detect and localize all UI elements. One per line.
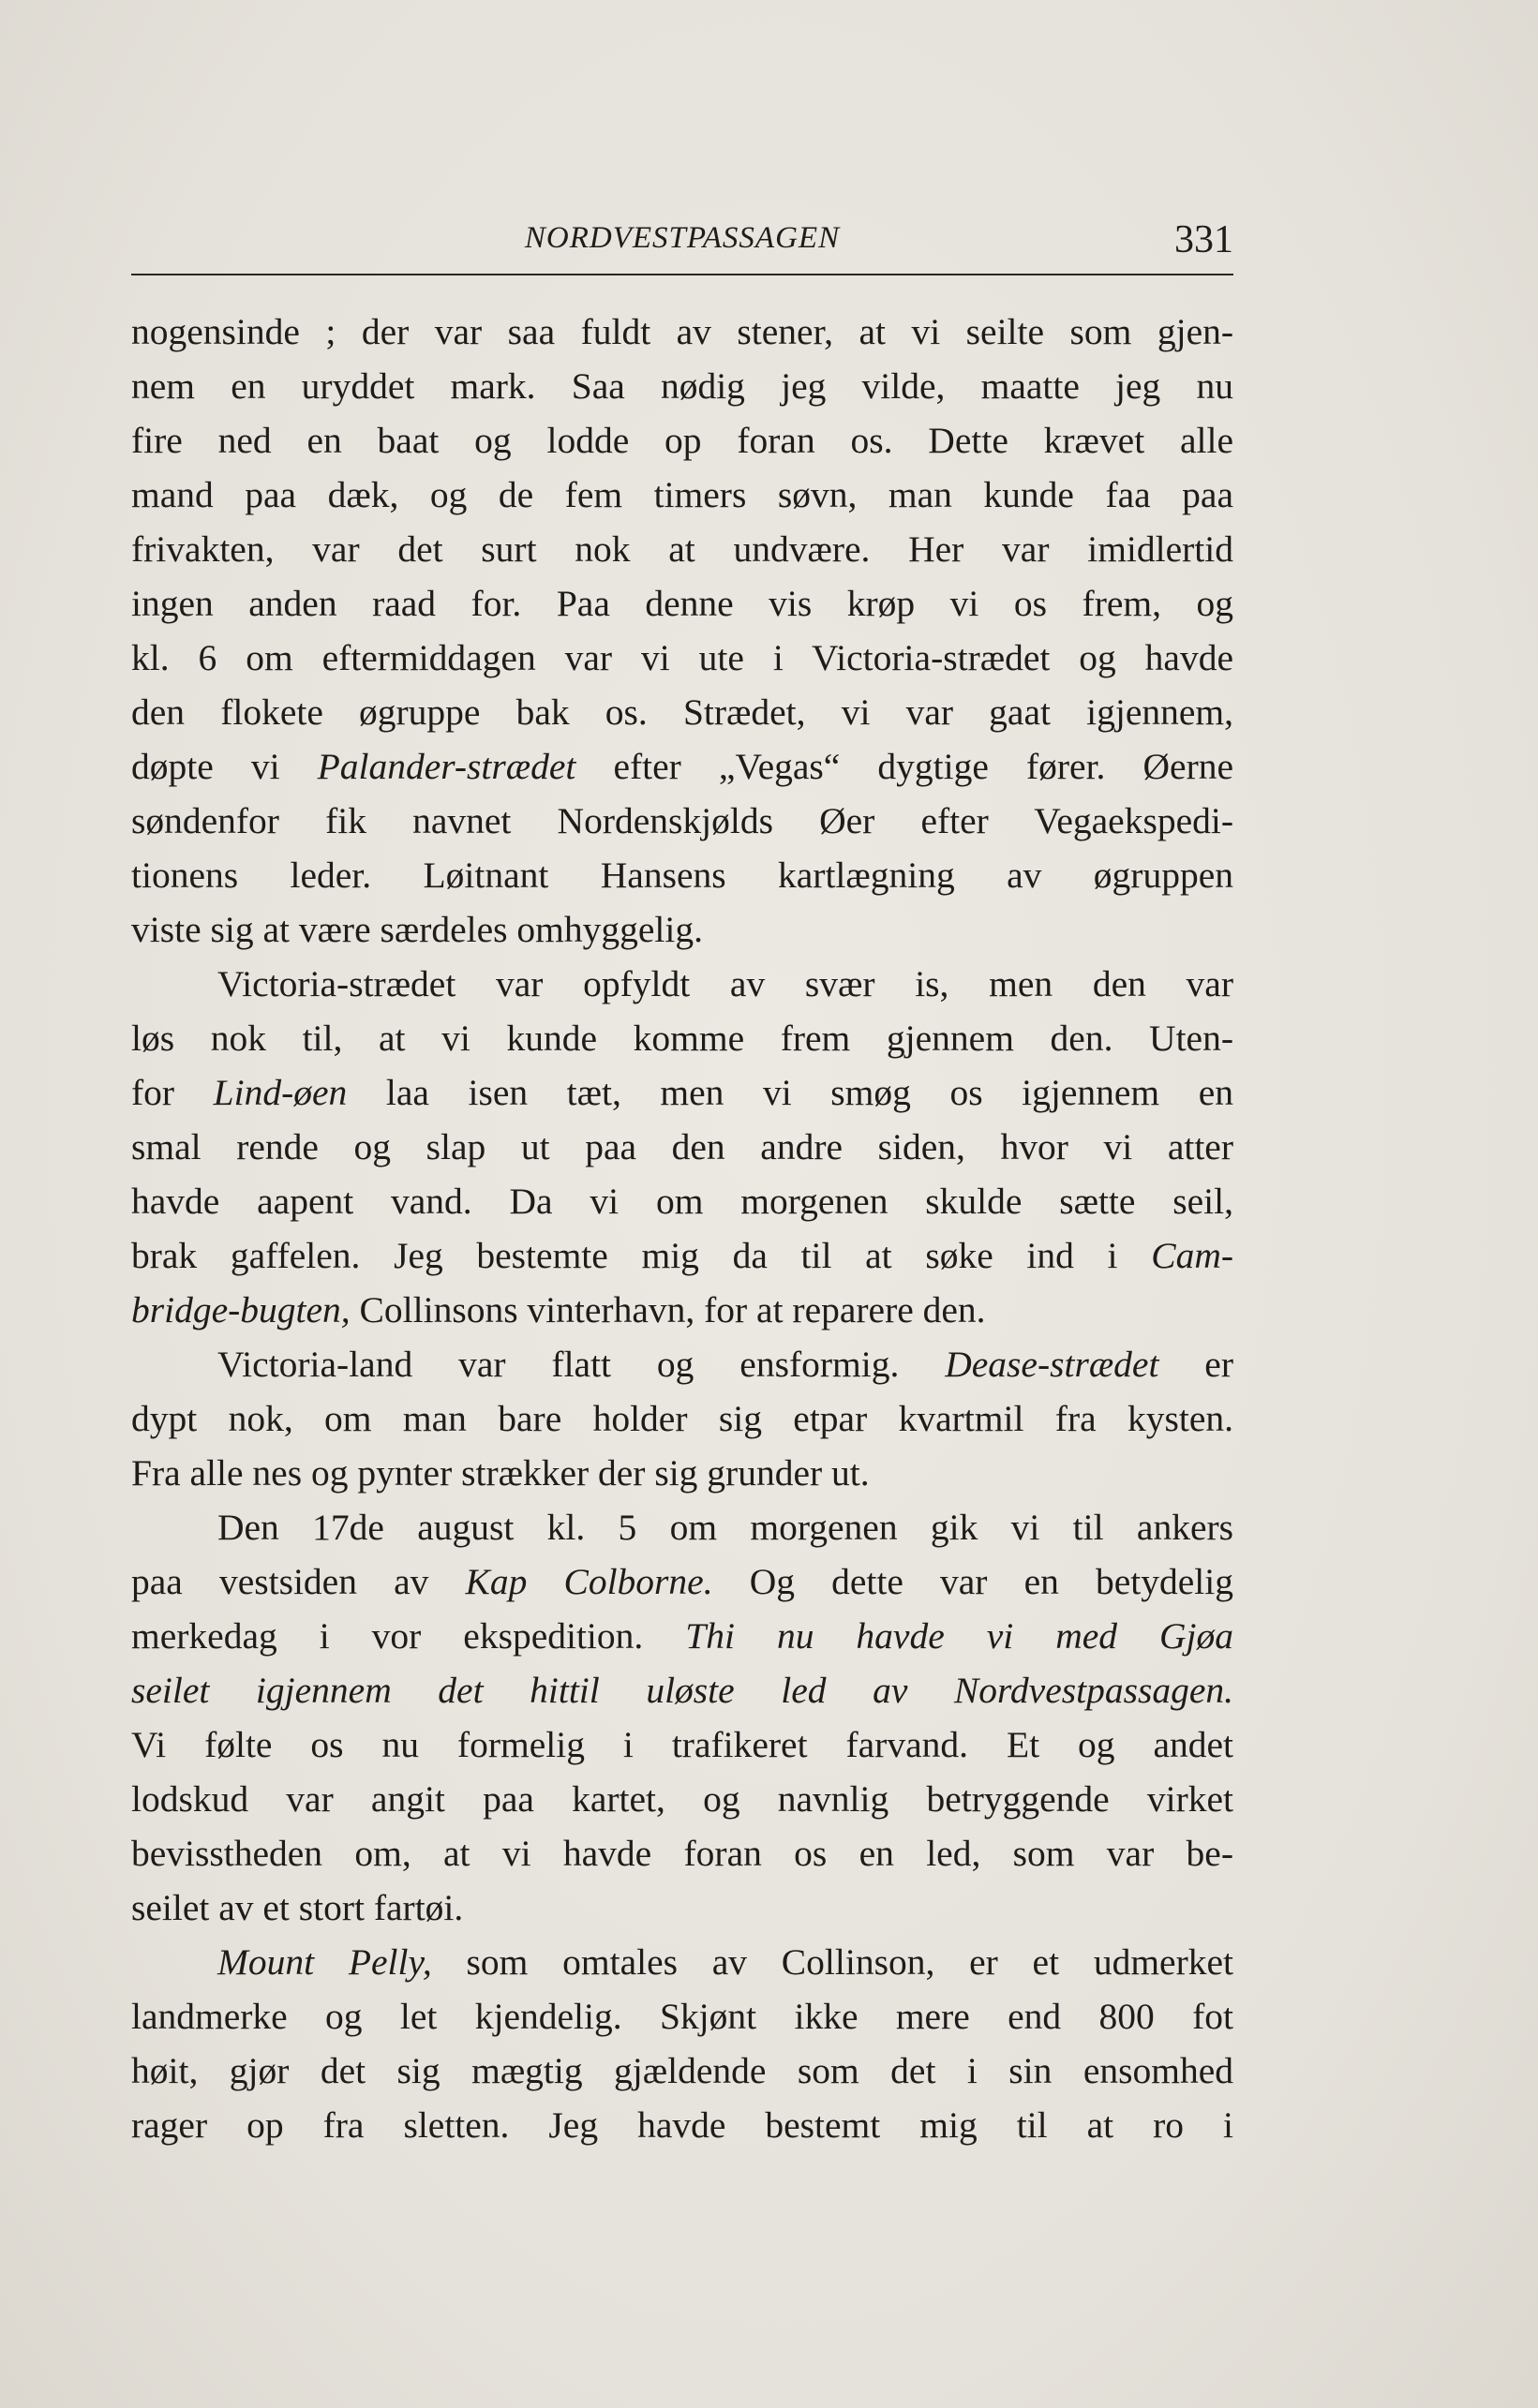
text-line [131,1337,1233,1391]
text-run: mand paa dæk, og de fem timers søvn, man kunde faa paa [131,474,1233,515]
text-line [131,1283,1233,1337]
text-run: havde aapent vand. Da vi om morgenen skulde sætte seil, [131,1181,1233,1222]
text-line [131,2098,1233,2152]
text-run: kl. 6 om eftermiddagen var vi ute i Victoria-strædet og havde [131,637,1233,678]
text-line [131,305,1233,359]
text-line [131,902,1233,957]
text-line [131,1554,1233,1609]
paragraph [131,1500,1233,1935]
body-text [131,305,1233,2152]
text-run: efter „Vegas“ dygtige fører. Øerne [575,746,1233,787]
text-line [131,1065,1233,1120]
text-run: laa isen tæt, men vi smøg os igjennem en [347,1072,1233,1113]
text-line [131,1500,1233,1554]
text-run: Vi følte os nu formelig i trafikeret farvand. Et og andet [131,1724,1233,1765]
text-run: paa vestsiden av [131,1561,466,1602]
text-run: nem en uryddet mark. Saa nødig jeg vilde, maatte jeg nu [131,365,1233,407]
page-number: 331 [1174,218,1233,261]
paragraph [131,957,1233,1337]
text-line [131,848,1233,902]
text-run: viste sig at være særdeles omhyggelig. [131,909,703,950]
text-run: tionens leder. Løitnant Hansens kartlægning av øgruppen [131,855,1233,896]
text-run: dypt nok, om man bare holder sig etpar kvartmil fra kysten. [131,1398,1233,1439]
italic-run: Dease-strædet [945,1344,1159,1385]
page-header [131,217,1233,275]
text-line [131,359,1233,413]
text-line [131,1717,1233,1772]
text-run: landmerke og let kjendelig. Skjønt ikke mere end 800 fot [131,1996,1233,2037]
text-run: nogensinde ; der var saa fuldt av stener, at vi seilte som gjen- [131,311,1233,352]
text-line [131,631,1233,685]
text-run: er [1158,1344,1233,1385]
text-line [131,1609,1233,1663]
text-run: smal rende og slap ut paa den andre siden, hvor vi atter [131,1126,1233,1167]
italic-run: seilet igjennem det hittil uløste led av Nordvestpassagen. [131,1670,1233,1711]
text-line [131,1826,1233,1880]
text-line [131,685,1233,739]
text-run: for [131,1072,214,1113]
text-line [131,1011,1233,1065]
italic-run: Palander-strædet [317,746,576,787]
text-run: rager op fra sletten. Jeg havde bestemt mig til at ro i [131,2104,1233,2146]
text-line [131,576,1233,631]
italic-run: Kap Colborne. [465,1561,713,1602]
italic-run: Lind-øen [213,1072,348,1113]
text-run: Den 17de august kl. 5 om morgenen gik vi til ankers [217,1507,1233,1548]
italic-run: Thi nu havde vi med Gjøa [685,1615,1233,1657]
text-line [131,1174,1233,1228]
text-line [131,1228,1233,1283]
text-run: brak gaffelen. Jeg bestemte mig da til at søke ind i [131,1235,1152,1276]
text-line [131,1120,1233,1174]
text-line [131,1663,1233,1717]
text-line [131,1880,1233,1935]
text-run: løs nok til, at vi kunde komme frem gjennem den. Uten- [131,1018,1233,1059]
text-run: seilet av et stort fartøi. [131,1887,464,1928]
italic-run: Cam- [1151,1235,1233,1276]
text-run: den flokete øgruppe bak os. Strædet, vi var gaat igjennem, [131,691,1233,733]
text-line [131,1989,1233,2044]
text-run: døpte vi [131,746,318,787]
italic-run: Mount Pelly, [217,1941,432,1983]
text-line [131,739,1233,794]
running-title: NORDVESTPASSAGEN [524,221,841,255]
text-run: ingen anden raad for. Paa denne vis krøp vi os frem, og [131,583,1233,624]
text-run: bevisstheden om, at vi havde foran os en led, som var be- [131,1833,1233,1874]
text-run: Fra alle nes og pynter strækker der sig grunder ut. [131,1452,870,1494]
text-run: Victoria-land var flatt og ensformig. [217,1344,946,1385]
text-run: som omtales av Collinson, er et udmerket [431,1941,1233,1983]
text-line [131,2044,1233,2098]
text-run: Og dette var en betydelig [712,1561,1233,1602]
text-line [131,522,1233,576]
text-line [131,957,1233,1011]
italic-run: bridge-bugten, [131,1289,351,1330]
text-line [131,468,1233,522]
text-line [131,413,1233,468]
text-run: søndenfor fik navnet Nordenskjølds Øer efter Vegaekspedi- [131,800,1233,841]
text-run: Collinsons vinterhavn, for at reparere den. [350,1289,986,1330]
text-run: lodskud var angit paa kartet, og navnlig betryggende virket [131,1778,1233,1820]
paragraph [131,305,1233,957]
paragraph [131,1935,1233,2152]
text-line [131,1391,1233,1446]
text-run: merkedag i vor ekspedition. [131,1615,686,1657]
text-line [131,1935,1233,1989]
paragraph [131,1337,1233,1500]
text-run: høit, gjør det sig mægtig gjældende som det i sin ensomhed [131,2050,1233,2091]
text-line [131,794,1233,848]
text-line [131,1772,1233,1826]
text-line [131,1446,1233,1500]
text-run: Victoria-strædet var opfyldt av svær is, men den var [217,963,1233,1004]
text-run: fire ned en baat og lodde op foran os. Dette krævet alle [131,420,1233,461]
text-run: frivakten, var det surt nok at undvære. Her var imidlertid [131,528,1233,570]
